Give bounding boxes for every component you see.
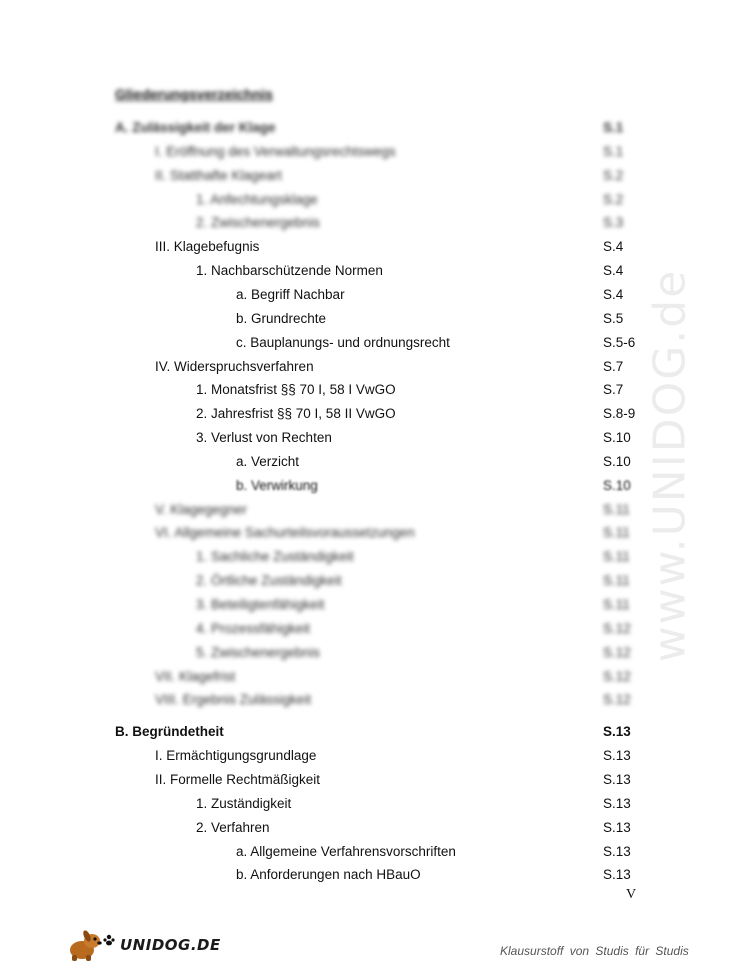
toc-entry-label: a. Allgemeine Verfahrensvorschriften	[236, 843, 456, 859]
toc-title: Gliederungsverzeichnis	[115, 86, 273, 102]
toc-entry-page: S.11	[603, 525, 630, 541]
toc-entry	[0, 116, 750, 140]
toc-entry-page: S.12	[603, 620, 631, 636]
toc-entry-label: B. Begründetheit	[115, 724, 224, 740]
toc-entry-label: IV. Widerspruchsverfahren	[155, 358, 314, 374]
toc-entry	[0, 188, 750, 212]
toc-entry	[0, 768, 750, 792]
toc-entry-label: a. Begriff Nachbar	[236, 286, 345, 302]
watermark-text: www.UNIDOG.de	[644, 268, 696, 662]
toc-entry-label: 4. Prozessfähigkeit	[196, 620, 311, 636]
toc-entry-page: S.13	[603, 867, 631, 883]
toc-entry	[0, 641, 750, 665]
toc-entry	[0, 307, 750, 331]
toc-entry-label: VII. Klagefrist	[155, 668, 236, 684]
toc-entry-label: b. Grundrechte	[236, 310, 327, 326]
toc-entry-label: 2. Zwischenergebnis	[196, 215, 320, 231]
toc-entry-page: S.11	[603, 597, 630, 612]
toc-entry	[0, 450, 750, 474]
toc-entry-page: S.13	[603, 724, 631, 740]
toc-entry-page: S.2	[603, 167, 624, 183]
toc-entry-page: S.12	[603, 644, 631, 660]
footer-logo-text: UNIDOG.DE	[120, 936, 221, 954]
toc-entry-label: 1. Monatsfrist §§ 70 I, 58 I VwGO	[196, 382, 396, 398]
toc-entry	[0, 593, 750, 617]
toc-entry	[0, 378, 750, 402]
toc-entry-label: 1. Zuständigkeit	[196, 795, 292, 811]
toc-entry-page: S.13	[603, 795, 631, 811]
toc-entry-page: S.12	[603, 692, 631, 708]
toc-entry-page: S.1	[603, 120, 624, 135]
toc-entry-label: c. Bauplanungs- und ordnungsrecht	[236, 334, 450, 350]
toc-entry	[0, 688, 750, 712]
toc-entry-page: S.13	[603, 819, 631, 835]
toc-entry-label: I. Eröffnung des Verwaltungsrechtswegs	[155, 143, 396, 159]
page-number-roman: V	[626, 887, 637, 902]
toc-entry-label: I. Ermächtigungsgrundlage	[155, 748, 317, 764]
toc-entry	[0, 840, 750, 864]
toc-entry-page: S.4	[603, 263, 624, 279]
toc-entry-page: S.4	[603, 286, 624, 302]
toc-entry-page: S.5	[603, 310, 624, 326]
toc-entry	[0, 863, 750, 887]
toc-entry	[0, 426, 750, 450]
toc-entry-page: S.13	[603, 843, 631, 859]
toc-entry-page: S.7	[603, 358, 624, 374]
toc-entry-label: II. Formelle Rechtmäßigkeit	[155, 771, 321, 787]
toc-entry	[0, 665, 750, 689]
toc-entry	[0, 816, 750, 840]
toc-entry	[0, 569, 750, 593]
toc-entry-label: 3. Beteiligtenfähigkeit	[196, 597, 325, 612]
toc-entry	[0, 521, 750, 545]
toc-entry-label: III. Klagebefugnis	[155, 239, 260, 255]
toc-entry-page: S.10	[603, 477, 631, 493]
toc-entry-page: S.5-6	[603, 334, 636, 350]
toc-entry-page: S.3	[603, 215, 624, 231]
toc-entry	[0, 211, 750, 235]
toc-entry-page: S.13	[603, 748, 631, 764]
toc-entry-page: S.7	[603, 382, 624, 398]
toc-entry-label: a. Verzicht	[236, 453, 300, 469]
toc-entry	[0, 331, 750, 355]
footer-logo	[64, 928, 221, 962]
toc-entry	[0, 720, 750, 744]
toc-entry-page: S.2	[603, 191, 624, 207]
toc-entry-page: S.10	[603, 430, 631, 446]
toc-entry	[0, 164, 750, 188]
toc-entry	[0, 474, 750, 498]
footer-slogan: Klausurstoff von Studis für Studis	[500, 944, 689, 958]
toc-entry-label: 1. Nachbarschützende Normen	[196, 263, 383, 279]
toc-entry-label: II. Statthafte Klageart	[155, 167, 282, 183]
toc-entry-page: S.10	[603, 453, 631, 469]
toc-entry	[0, 498, 750, 522]
toc-entry	[0, 617, 750, 641]
toc-entry-label: 5. Zwischenergebnis	[196, 644, 320, 660]
toc-entry-page: S.11	[603, 573, 630, 589]
toc-entry-page: S.11	[603, 549, 630, 565]
toc-entry-label: b. Verwirkung	[236, 477, 318, 493]
toc-entry-label: 1. Sachliche Zuständigkeit	[196, 549, 354, 565]
toc-entry-label: 2. Jahresfrist §§ 70 I, 58 II VwGO	[196, 406, 396, 422]
toc-entry	[0, 140, 750, 164]
dog-mascot-icon	[64, 928, 116, 962]
toc-entry-page: S.11	[603, 501, 630, 517]
toc-entry-label: A. Zulässigkeit der Klage	[115, 120, 276, 135]
toc-entry-page: S.13	[603, 771, 631, 787]
toc-entry-page: S.12	[603, 668, 631, 684]
toc-entry	[0, 744, 750, 768]
toc-entry-label: V. Klagegegner	[155, 501, 247, 517]
toc-entry-label: b. Anforderungen nach HBauO	[236, 867, 421, 883]
toc-entry	[0, 235, 750, 259]
toc-entry	[0, 355, 750, 379]
toc-entry-page: S.8-9	[603, 406, 636, 422]
toc-entry-page: S.4	[603, 239, 624, 255]
toc-entry	[0, 283, 750, 307]
toc-entry	[0, 545, 750, 569]
toc-entry-label: 2. Verfahren	[196, 819, 270, 835]
toc-entry-label: VIII. Ergebnis Zulässigkeit	[155, 692, 312, 708]
toc-entry-label: 1. Anfechtungsklage	[196, 191, 318, 207]
toc-entry-page: S.1	[603, 143, 624, 159]
toc-entry	[0, 792, 750, 816]
toc-entry-label: 2. Örtliche Zuständigkeit	[196, 573, 342, 589]
toc-entry-label: VI. Allgemeine Sachurteilsvoraussetzungen	[155, 525, 415, 541]
toc-entry-label: 3. Verlust von Rechten	[196, 430, 332, 446]
toc-entry	[0, 259, 750, 283]
toc-entry	[0, 402, 750, 426]
